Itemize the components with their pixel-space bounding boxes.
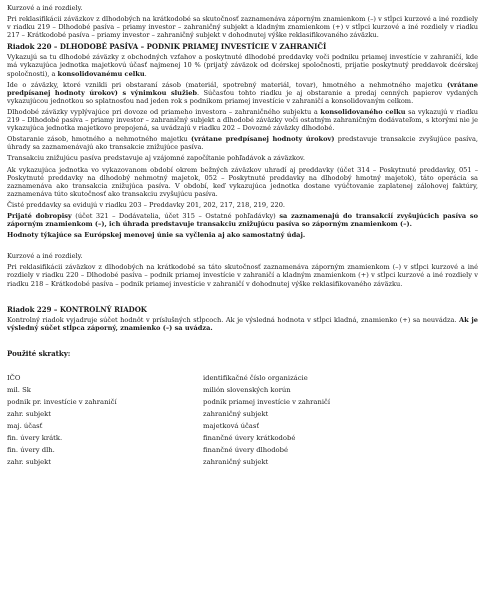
paragraph — [7, 316, 478, 332]
abbreviation: mil. Sk — [7, 385, 31, 394]
paragraph — [7, 108, 478, 132]
bold-text: konsolidovanému celku — [57, 69, 145, 78]
document-body — [7, 4, 478, 374]
bold-text: Prijaté dobropisy — [7, 211, 72, 220]
abbreviation-row — [7, 374, 330, 386]
paragraph — [7, 212, 478, 228]
paragraph — [7, 154, 478, 162]
abbreviation: zahr. subjekt — [7, 409, 52, 418]
bold-text: (vrátane predpísanej hodnoty úrokov) s výnimkou služieb — [7, 80, 478, 97]
text-run: Pri reklasifikácii záväzkov z dlhodobých na krátkodobé sa táto skutočnosť zaznamenáva záporným znamienkom (–) v stĺpci kurzové a iné rozdiely v riadku 220 – Dlhodobé pasíva – podnik priamej investície v zahraničí a kladným znamienkom (+) v stĺpci kurzové a iné rozdiely v riadku 218 – Krátkodobé pasíva – podnik priamej investície v zahraničí v dohodnutej výške reklasifikovaného záväzku. — [7, 263, 478, 288]
paragraph — [7, 53, 478, 77]
abbreviation-meaning: majetková účasť — [203, 421, 260, 430]
abbreviation: podnik pr. investície v zahraničí — [7, 397, 117, 406]
text-run: Dlhodobé záväzky vyplývajúce pri dovoze od priameho investora – zahraničného subjektu a — [7, 107, 321, 116]
paragraph — [7, 81, 478, 105]
paragraph — [7, 15, 478, 39]
text-run: sa vykazujú v riadku 219 – Dlhodobé pasíva – priamy investor – zahraničný subjekt a dlhodobé záväzky voči ostatným zahraničným dodávateľom, s ktorými nie je vykazujúca jednotka majetkovo prepojená, sa uvádzajú v riadku 202 – Dovozné záväzky dlhodobé. — [7, 107, 479, 133]
abbreviation-meaning: zahraničný subjekt — [203, 457, 269, 466]
text-run: Obstaranie zásob, hmotného a nehmotného majetku — [7, 135, 192, 144]
abbreviation-row — [7, 434, 330, 446]
text-run: Kontrolný riadok vyjadruje súčet hodnôt v príslušných stĺpcoch. Ak je výsledná hodnota v stĺpci kladná, znamienko (+) sa neuvádza. — [7, 315, 460, 324]
abbreviation-meaning: identifikačné číslo organizácie — [203, 373, 308, 382]
paragraph — [7, 201, 478, 209]
text-run: (účet 321 – Dodávatelia, účet 315 – Ostatné pohľadávky) — [71, 211, 280, 220]
abbreviation: zahr. subjekt — [7, 457, 52, 466]
text-run: Kurzové a iné rozdiely. — [7, 252, 83, 261]
text-run: . Súčasťou tohto riadku je aj obstaranie a predaj cenných papierov vydaných vykazujúcou jednotkou so splatnosťou nad jeden rok s podnikom priamej investície v zahraničí a konsolidovaným celkom. — [7, 88, 478, 105]
abbreviation-row — [7, 386, 330, 398]
text-run: Riadok 220 – DLHODOBÉ PASÍVA – PODNIK PRIAMEJ INVESTÍCIE V ZAHRANIČÍ — [7, 42, 327, 52]
abbreviation-meaning: milión slovenských korún — [203, 385, 291, 394]
abbreviation-meaning: finančné úvery dlhodobé — [203, 445, 289, 454]
paragraph — [7, 263, 478, 287]
abbreviation-row — [7, 458, 330, 470]
text-run: Transakciu znižujúcu pasíva predstavuje aj vzájomné započítanie pohľadávok a záväzkov. — [7, 154, 305, 163]
bold-text: (vrátane predpísanej hodnoty úrokov) — [191, 135, 335, 144]
text-run: Kurzové a iné rozdiely. — [7, 4, 83, 12]
bold-text: Hodnoty týkajúce sa Európskej menovej únie sa vyčlenia aj ako samostatný údaj. — [7, 231, 306, 240]
text-run: Čisté preddavky sa evidujú v riadku 203 – Preddavky 201, 202, 217, 218, 219, 220. — [7, 200, 285, 209]
bold-text: Ak je výsledný súčet stĺpca záporný, znamienko (–) sa uvádza. — [7, 315, 478, 332]
text-run: . — [144, 69, 147, 78]
text-run: Ak vykazujúca jednotka vo vykazovanom období okrem bežných záväzkov uhradí aj preddavky (účet 314 – Poskytnuté preddavky, 051 – Poskytnuté preddavky na dlhodobý nehmotný majetok, 052 – Poskytnuté preddavky na dlhodobý hmotný majetok), táto operácia sa zaznamenáva ako transakcia znižujúca pasíva. V období, keď vykazujúca jednotka dostane vyúčtovanie zaplatenej zálohovej faktúry, zaznamenáva túto skutočnosť ako transakciu zvyšujúcu pasíva. — [7, 165, 478, 198]
section-heading — [7, 305, 478, 314]
text-run: Ide o záväzky, ktoré vznikli pri obstaraní zásob (materiál, spotrebný materiál, tovar), hmotného a nehmotného majetku — [7, 80, 447, 89]
abbreviations-table — [7, 374, 330, 470]
bold-text: konsolidovaného celku — [320, 107, 406, 116]
paragraph — [7, 166, 478, 198]
spacer — [7, 335, 478, 349]
abbreviation-row — [7, 410, 330, 422]
paragraph — [7, 135, 478, 151]
abbreviation: IČO — [7, 373, 21, 382]
abbreviation-meaning: podnik priamej investície v zahraničí — [203, 397, 331, 406]
text-run: Použité skratky: — [7, 348, 71, 358]
abbreviation-row — [7, 422, 330, 434]
section-heading — [7, 349, 478, 358]
abbreviation-row — [7, 446, 330, 458]
abbreviation-meaning: zahraničný subjekt — [203, 409, 269, 418]
abbreviation-meaning: finančné úvery krátkodobé — [203, 433, 296, 442]
paragraph — [7, 4, 478, 12]
spacer — [7, 242, 478, 252]
spacer — [7, 291, 478, 305]
text-run: predstavuje transakcie zvyšujúce pasíva, úhrady sa zaznamenávajú ako transakcie znižujúce pasíva. — [7, 135, 478, 152]
spacer — [7, 360, 478, 374]
section-heading — [7, 42, 478, 51]
paragraph — [7, 231, 478, 239]
paragraph — [7, 252, 478, 260]
abbreviation: maj. účasť — [7, 421, 43, 430]
abbreviation: fin. úvery krátk. — [7, 433, 63, 442]
abbreviation-row — [7, 398, 330, 410]
text-run: Riadok 229 – KONTROLNÝ RIADOK — [7, 304, 147, 314]
text-run: Vykazujú sa tu dlhodobé záväzky z obchodných vzťahov a poskytnuté dlhodobé preddavky voči podniku priamej investície v zahraničí, kde má vykazujúca jednotka majetkovú účasť najmenej 10 % (prijatý záväzok od dcérskej spoločnosti, prijatie poskytnutý preddavok dcérskej spoločnosti), a — [7, 53, 478, 78]
text-run: Pri reklasifikácii záväzkov z dlhodobých na krátkodobé sa skutočnosť zaznamenáva záporným znamienkom (–) v stĺpci kurzové a iné rozdiely v riadku 219 – Dlhodobé pasíva – priamy investor – zahraničný subjekt a kladným znamienkom (+) v stĺpci kurzové a iné rozdiely v riadku 217 – Krátkodobé pasíva – priamy investor – zahraničný subjekt v dohodnutej výške reklasifikovaného záväzku. — [7, 15, 478, 40]
bold-text: sa zaznamenajú do transakcií zvyšujúcich pasíva so záporným znamienkom (–), ich úhrada predstavuje transakciu znižujúcu pasíva so záporným znamienkom (–). — [7, 211, 478, 229]
abbreviation: fin. úvery dlh. — [7, 445, 55, 454]
